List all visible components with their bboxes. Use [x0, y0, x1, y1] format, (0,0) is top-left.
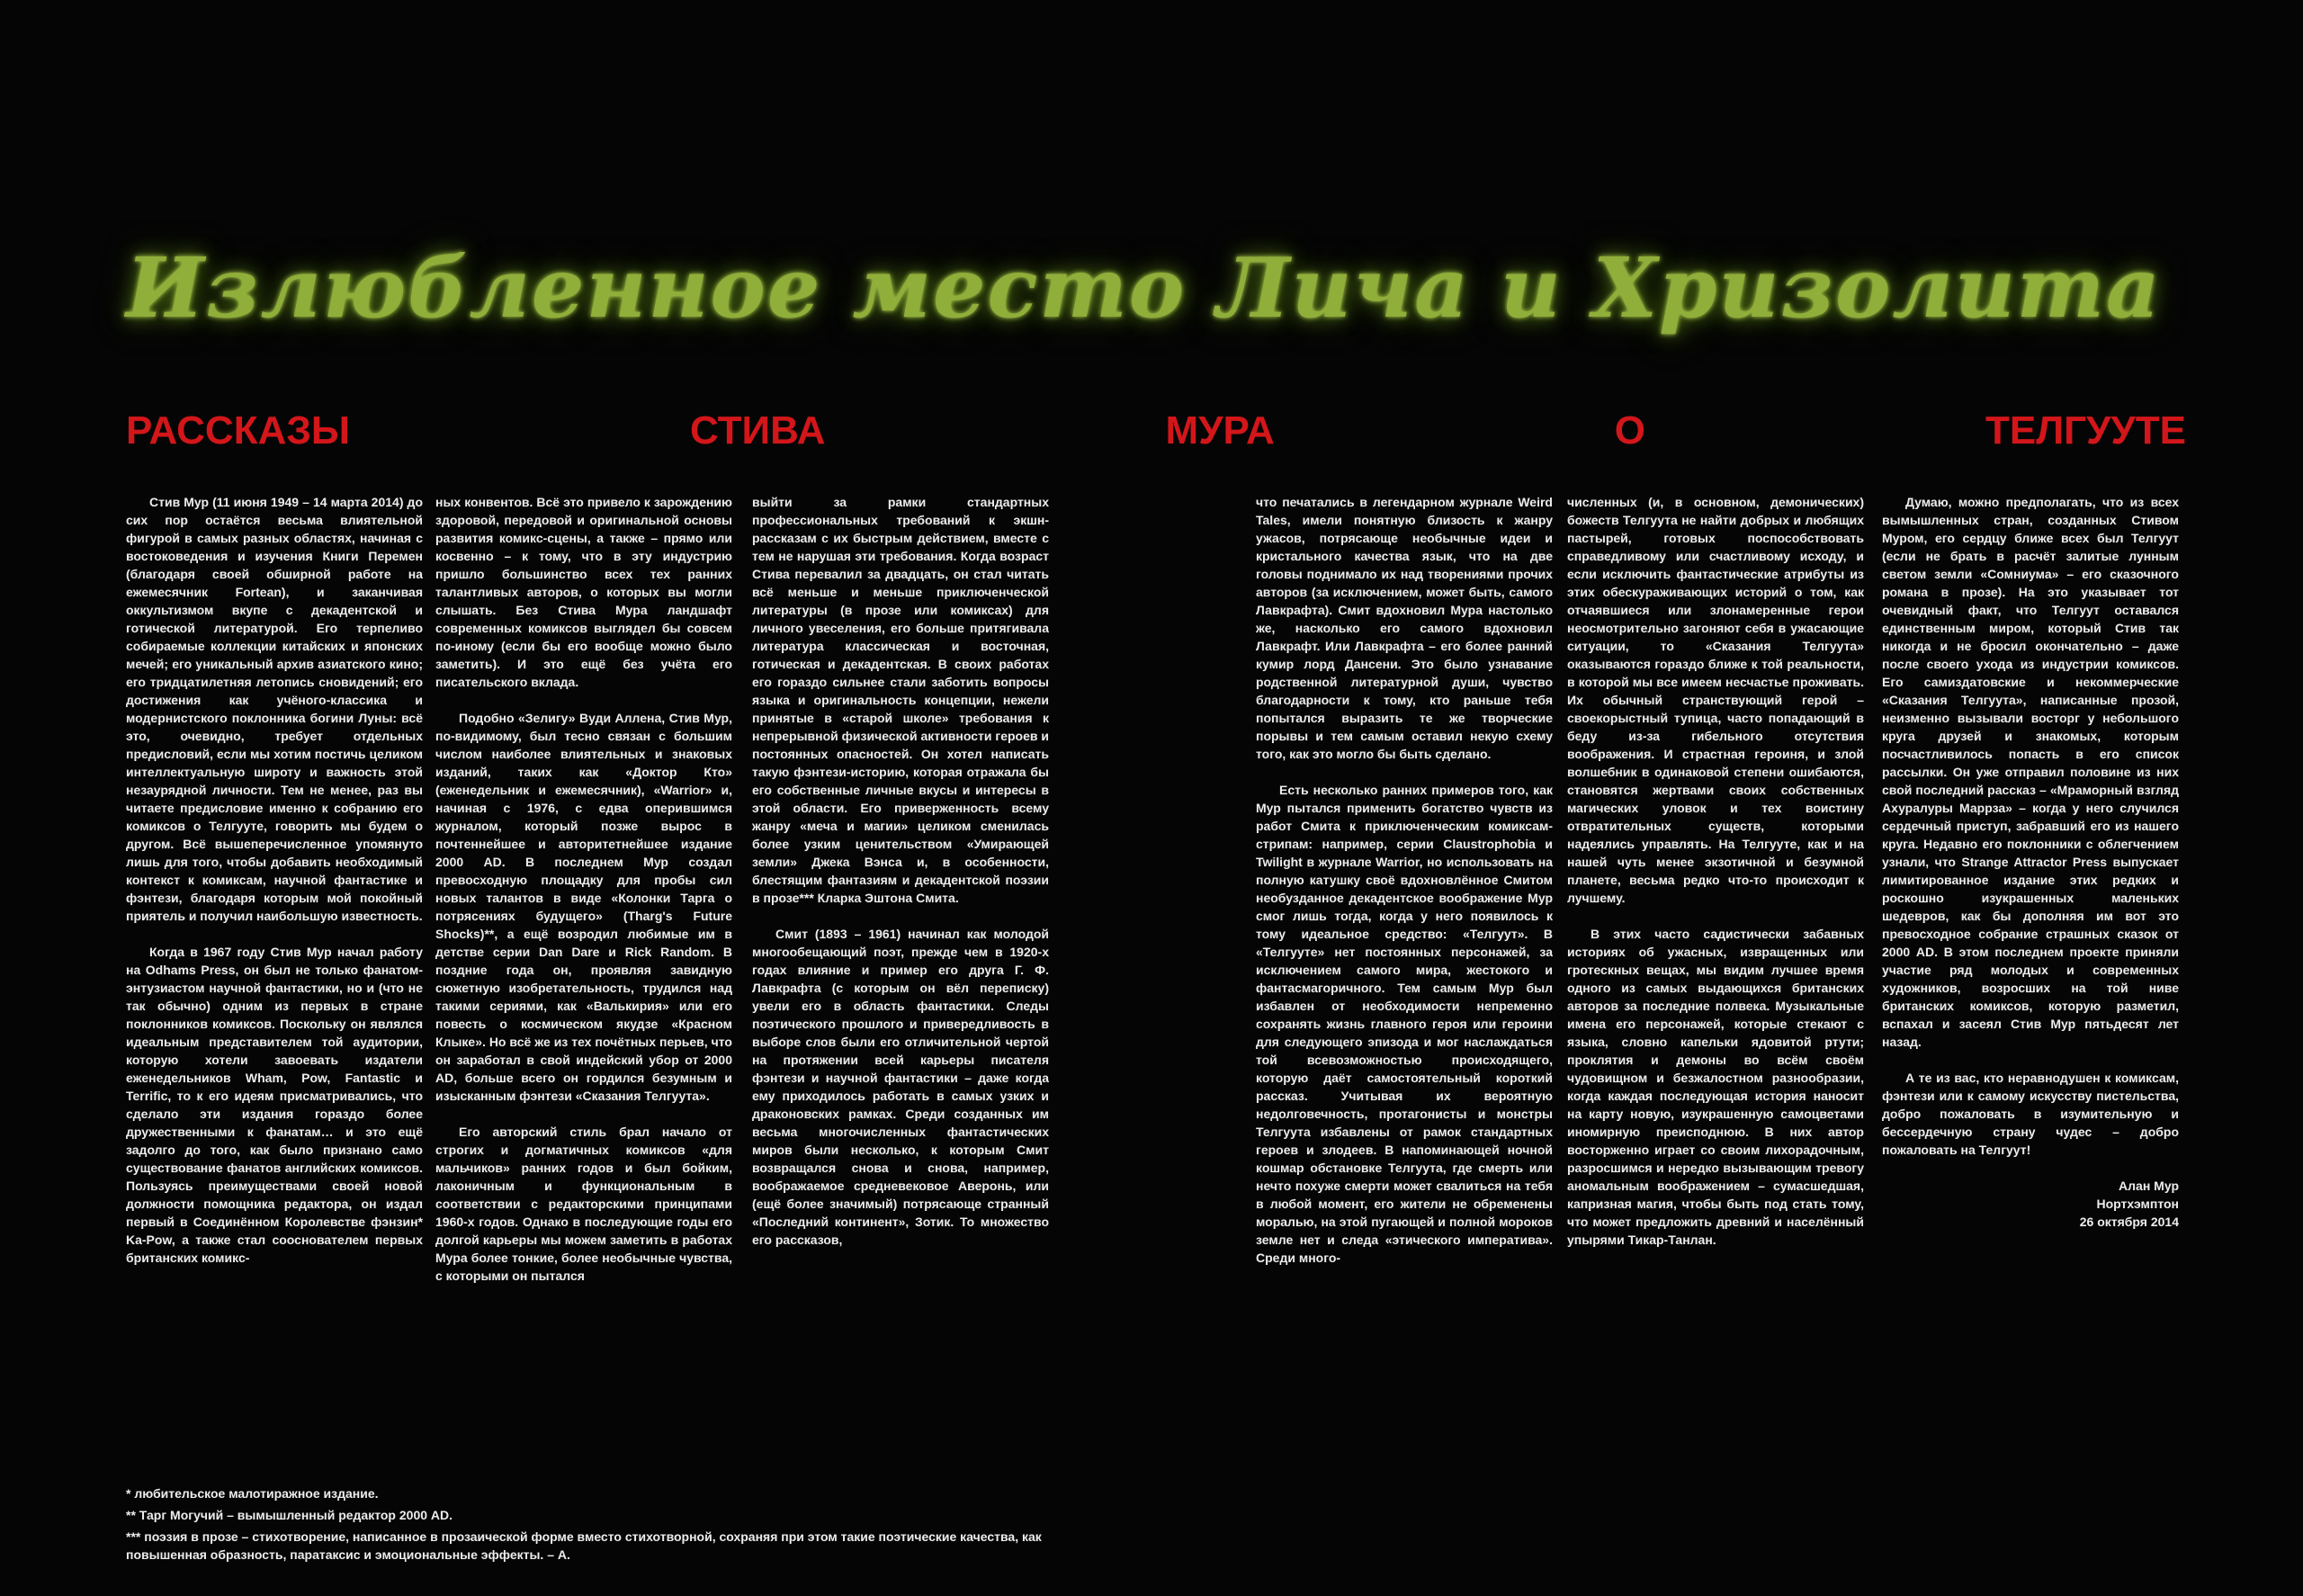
subtitle: [126, 407, 2186, 455]
page-title: Излюбленное место Лича и Хризолита: [126, 239, 2162, 336]
text-column-1: [126, 493, 423, 1474]
subtitle-word: ТЕЛГУУТЕ: [1985, 408, 2186, 453]
footnote: * любительское малотиражное издание.: [126, 1486, 379, 1501]
footnote: ** Тарг Могучий – вымышленный редактор 2000 AD.: [126, 1508, 453, 1522]
signature-place: Нортхэмптон: [2096, 1197, 2179, 1211]
paragraph: А те из вас, кто неравнодушен к комиксам, фэнтези или к самому искусству пистельства, добро пожаловать в изумительную и бессердечную страну чудес – добро пожаловать на Телгуут!: [1882, 1071, 2179, 1157]
paragraph: Его авторский стиль брал начало от строгих и догматичных комиксов «для мальчиков» ранних годов и был бойким, лаконичным и функциональным в соответствии с редакторскими принципами 1960-х годов. Однако в последующие годы его долгой карьеры мы можем заметить в работах Мура более тонкие, более необычные чувства, с которыми он пытался: [435, 1125, 732, 1283]
paragraph: выйти за рамки стандартных профессиональных требований к экшн-рассказам с их быстрым действием, вместе с тем не нарушая эти требования. Когда возраст Стива перевалил за двадцать, он стал читать всё меньше и меньше приключенческой литературы (в прозе или комиксах) для личного увеселения, его больше притягивала литература классическая и восточная, готическая и декадентская. В своих работах его гораздо сильнее стали заботить вопросы языка и оригинальность концепции, нежели принятые в «старой школе» требования к непрерывной физической активности героев и постоянных опасностей. Он хотел написать такую фэнтези-историю, которая отражала бы его собственные личные вкусы и интересы в этой области. Его приверженность всему жанру «меча и магии» целиком сменилась более узким ценительством «Умирающей земли» Джека Вэнса и, в особенности, блестящим фантазиям и декадентской поэзии в прозе*** Кларка Эштона Смита.: [752, 495, 1049, 905]
text-column-4: [1256, 493, 1553, 1474]
subtitle-word: СТИВА: [689, 408, 826, 453]
text-column-6: [1882, 493, 2179, 1474]
paragraph: Смит (1893 – 1961) начинал как молодой многообещающий поэт, прежде чем в 1920-х годах влияние и пример его друга Г. Ф. Лавкрафта (с которым он вёл переписку) увели его в область фантастики. Следы поэтического прошлого и привередливость в выборе слов были его отличительной чертой на протяжении всей карьеры писателя фэнтези и научной фантастики – даже когда ему приходилось работать в самых узких и драконовских рамках. Среди созданных им весьма многочисленных фантастических миров были несколько, к которым Смит возвращался снова и снова, например, воображаемое средневековое Аверонь, или (ещё более значимый) потрясающе странный «Последний континент», Зотик. То множество его рассказов,: [752, 927, 1049, 1247]
signature-date: 26 октября 2014: [2079, 1215, 2179, 1229]
subtitle-word: О: [1614, 408, 1645, 453]
footnote: *** поэзия в прозе – стихотворение, написанное в прозаической форме вместо стихотворной, сохраняя при этом такие поэтические качества, как повышенная образность, паратаксис и эмоциональные эффекты. – А.: [126, 1529, 1042, 1562]
paragraph: что печатались в легендарном журнале Weird Tales, имели понятную близость к жанру ужасов, потрясающе необычные идеи и кристального качества язык, что на две головы поднимало их над творениями прочих авторов (за исключением, может быть, самого Лавкрафта). Смит вдохновил Мура настолько же, насколько его самого вдохновил Лавкрафт. Или Лавкрафта – его более ранний кумир лорд Дансени. Это было узнавание родственной литературной души, чувство благодарности к тому, кто раньше тебя попытался выразить те же творческие порывы и тем самым оставил некую схему того, как это могло бы быть сделано.: [1256, 495, 1553, 761]
subtitle-word: МУРА: [1165, 408, 1275, 453]
subtitle-word: РАССКАЗЫ: [126, 408, 350, 453]
paragraph: Подобно «Зелигу» Вуди Аллена, Стив Мур, по-видимому, был тесно связан с большим числом наиболее влиятельных и знаковых изданий, таких как «Доктор Кто» (еженедельник и ежемесячник), «Warrior» и, начиная с 1976, с едва оперившимся журналом, который позже вырос в почтеннейшее и авторитетнейшее издание 2000 AD. В последнем Мур создал превосходную площадку для пробы сил новых талантов в виде «Колонки Тарга о потрясениях будущего» (Tharg's Future Shocks)**, а ещё возродил любимые им в детстве серии Dan Dare и Rick Random. В поздние года он, проявляя завидную сюжетную изобретательность, трудился над такими сериями, как «Валькирия» или его повесть о космическом якудзе «Красном Клыке». Но всё же из тех почётных перьев, что он заработал в свой индейский убор от 2000 AD, больше всего он гордился безумным и изысканным фэнтези «Сказания Телгуута».: [435, 711, 732, 1103]
paragraph: Когда в 1967 году Стив Мур начал работу на Odhams Press, он был не только фанатом-энтузиастом научной фантастики, но и (что не так обычно) одним из первых в стране поклонников комиксов. Поскольку он являлся идеальным представителем той аудитории, которую хотели завоевать издатели еженедельников Wham, Pow, Fantastic и Terrific, то к его идеям присматривались, что сделало эти издания гораздо более дружественными к фанатам… и это ещё задолго до того, как было признано само существование фанатов английских комиксов. Пользуясь преимуществами своей новой должности помощника редактора, он издал первый в Соединённом Королевстве фэнзин* Ka-Pow, а также стал сооснователем первых британских комикс-: [126, 945, 423, 1265]
paragraph: Думаю, можно предполагать, что из всех вымышленных стран, созданных Стивом Муром, его сердцу ближе всех был Телгуут (если не брать в расчёт залитые лунным светом земли «Сомниума» – его сказочного романа в прозе). На это указывает тот очевидный факт, что Телгуут оставался единственным миром, который Стив так никогда и не бросил окончательно – даже после своего ухода из индустрии комиксов. Его самиздатовские и некоммерческие «Сказания Телгуута», написанные прозой, неизменно вызывали восторг у небольшого круга друзей и знакомых, которым посчастливилось попасть в его список рассылки. Он уже отправил половине из них свой последний рассказ – «Мраморный взгляд Ахуралуры Маррза» – когда у него случился сердечный приступ, забравший его из нашего круга. Недавно его поклонники с облегчением узнали, что Strange Attractor Press выпускает лимитированное издание этих редких и роскошно изукрашенных маленьких шедевров, как бы дополняя им вот это превосходное собрание страшных сказок от 2000 AD. В этом последнем проекте приняли участие ряд молодых и современных художников, возросших на той ниве британских комиксов, которую разметил, вспахал и засеял Стив Мур пятьдесят лет назад.: [1882, 495, 2179, 1049]
paragraph: Стив Мур (11 июня 1949 – 14 марта 2014) до сих пор остаётся весьма влиятельной фигурой в самых разных областях, начиная с востоковедения и изучения Книги Перемен (благодаря своей обширной работе на ежемесячник Fortean), и заканчивая оккультизмом вкупе с декадентской и готической литературой. Его терпеливо собираемые коллекции китайских и японских мечей; его уникальный архив азиатского кино; его тридцатилетняя летопись сновидений; его достижения как учёного-классика и модернистского поклонника богини Луны: всё это, очевидно, требует отдельных предисловий, если мы хотим постичь целиком интеллектуальную широту и важность этой незаурядной личности. Тем не менее, раз вы читаете предисловие именно к собранию его комиксов о Телгууте, говорить мы будем о другом. Всё вышеперечисленное упомянуто лишь для того, чтобы добавить необходимый контекст к комиксам, научной фантастике и фэнтези, благодаря которым мой покойный приятель и получил наибольшую известность.: [126, 495, 423, 923]
paragraph: ных конвентов. Всё это привело к зарождению здоровой, передовой и оригинальной основы развития комикс-сцены, а также – прямо или косвенно – к тому, что в эту индустрию пришло большинство всех тех ранних талантливых авторов, о которых вы могли слышать. Без Стива Мура ландшафт современных комиксов выглядел бы совсем по-иному (если бы его вообще можно было заметить). И это ещё без учёта его писательского вклада.: [435, 495, 732, 689]
signature-name: Алан Мур: [2119, 1179, 2179, 1193]
signature: [1882, 1177, 2179, 1231]
text-column-3: [752, 493, 1049, 1474]
text-column-2: [435, 493, 732, 1474]
footnotes: [126, 1484, 1080, 1567]
text-column-5: [1567, 493, 1864, 1474]
paragraph: Есть несколько ранних примеров того, как Мур пытался применить богатство чувств из работ Смита к приключенческим комиксам-стрипам: например, серии Claustrophobia и Twilight в журнале Warrior, но использовать на полную катушку своё вдохновлённое Смитом необузданное декадентское воображение Мур смог лишь тогда, когда у него появилось к тому идеальное средство: «Телгуут». В «Телгууте» нет постоянных персонажей, за исключением самого мира, жестокого и фантасмагоричного. Тем самым Мур был избавлен от необходимости непременно сохранять жизнь главного героя или героини для следующего эпизода и мог наслаждаться той всевозможностью происходящего, которую даёт самостоятельный короткий рассказ. Учитывая их вероятную недолговечность, протагонисты и монстры Телгуута избавлены от рамок стандартных героев и злодеев. В напоминающей ночной кошмар обстановке Телгуута, где смерть или нечто похуже смерти может свалиться на тебя в любой момент, его жители не обременены моралью, на этой пугающей и полной мороков земле нет и следа «этического императива». Среди много-: [1256, 783, 1553, 1265]
paragraph: численных (и, в основном, демонических) божеств Телгуута не найти добрых и любящих пастырей, готовых поспособствовать справедливому или счастливому исходу, и если исключить фантастические атрибуты из этих обескураживающих историй о том, как отчаявшиеся или злонамеренные герои неосмотрительно загоняют себя в ужасающие ситуации, то «Сказания Телгуута» оказываются гораздо ближе к той реальности, в которой мы все имеем несчастье проживать. Их обычный странствующий герой – своекорыстный тупица, часто попадающий в беду из-за гибельного отсутствия воображения. И страстная героиня, и злой волшебник в одинаковой степени ошибаются, становятся жертвами своих собственных магических уловок и тех воистину отвратительных существ, которыми надеялись управлять. На Телгууте, как и на нашей чуть менее экзотичной и безумной планете, весьма редко что-то происходит к лучшему.: [1567, 495, 1864, 905]
paragraph: В этих часто садистически забавных историях об ужасных, извращенных или гротескных вещах, мы видим лучшее время одного из самых выдающихся британских авторов за последние полвека. Музыкальные имена его персонажей, которые стекают с языка, словно капельки ядовитой ртути; проклятия и демоны во всём своём чудовищном и безжалостном разнообразии, когда каждая последующая история наносит на карту новую, изукрашенную самоцветами иномирную преисподнюю. В них автор восторженно играет со своим лихорадочным, разросшимся и нередко вызывающим тревогу аномальным воображением – сумасшедшая, капризная магия, чтобы быть под стать тому, что может предложить древний и населённый упырями Тикар-Танлан.: [1567, 927, 1864, 1247]
